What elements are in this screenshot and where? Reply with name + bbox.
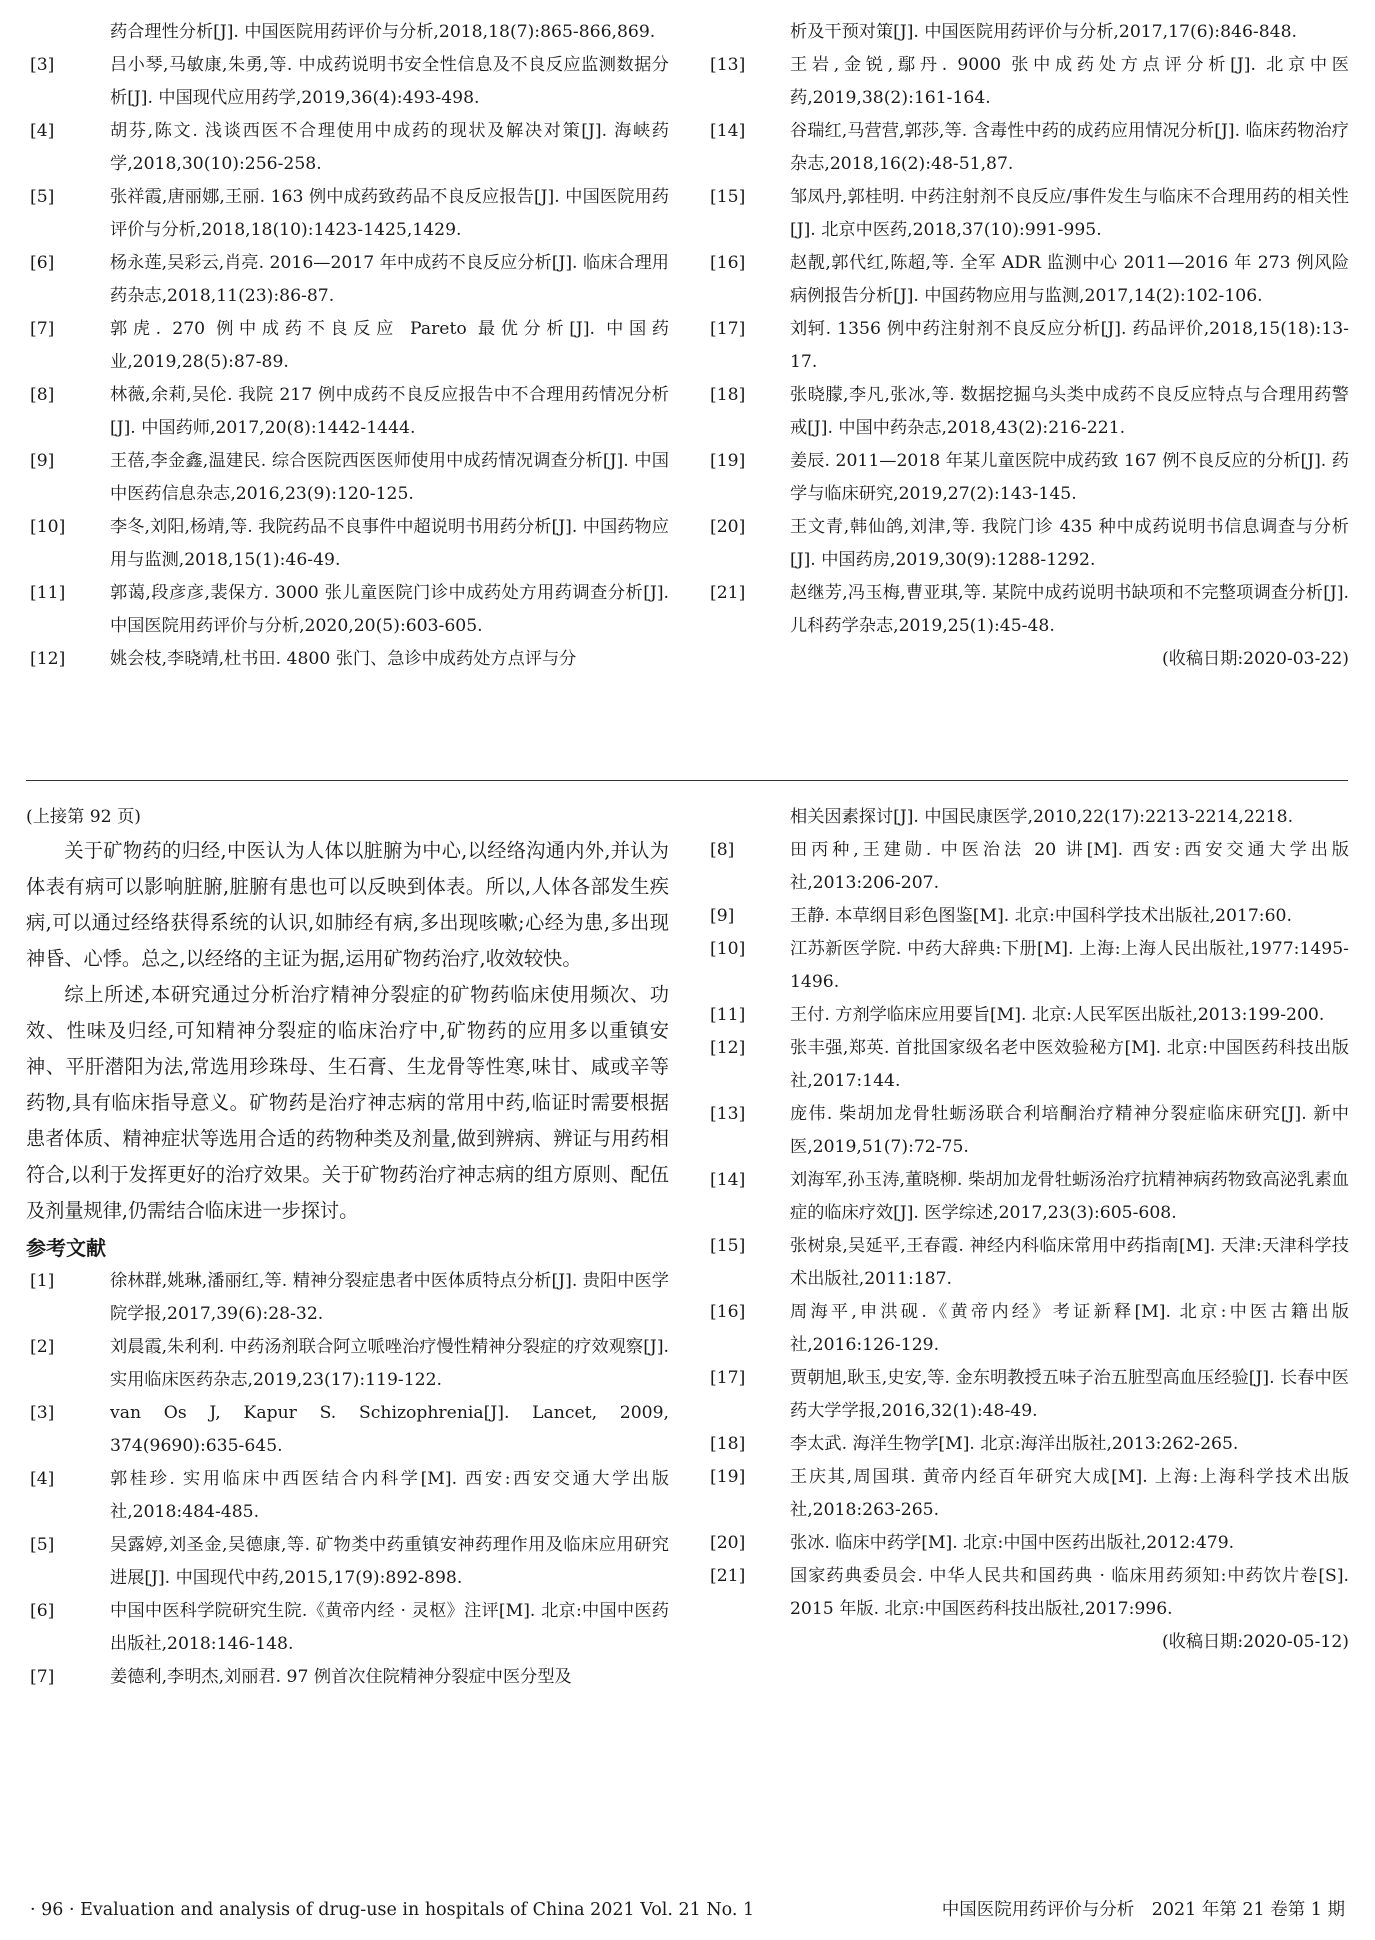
reference-number: [12] — [710, 1038, 746, 1058]
references-heading: 参考文献 — [26, 1236, 106, 1260]
reference-item — [26, 181, 669, 247]
reference-text: 吴露婷,刘圣金,吴德康,等. 矿物类中药重镇安神药理作用及临床应用研究进展[J]. 中国现代中药,2015,17(9):892-898. — [110, 1535, 669, 1588]
reference-item — [706, 933, 1349, 999]
continued-from-note: (上接第 92 页) — [26, 807, 141, 827]
reference-number: [12] — [30, 649, 66, 669]
reference-item — [706, 999, 1349, 1032]
reference-item — [26, 445, 669, 511]
reference-text: 赵靓,郭代红,陈超,等. 全军 ADR 监测中心 2011—2016 年 273 例风险病例报告分析[J]. 中国药物应用与监测,2017,14(2):102-106. — [790, 253, 1349, 306]
reference-number: [1] — [30, 1271, 55, 1291]
reference-number: [16] — [710, 253, 746, 273]
reference-text: 王静. 本草纲目彩色图鉴[M]. 北京:中国科学技术出版社,2017:60. — [790, 906, 1292, 926]
reference-item — [706, 16, 1349, 49]
reference-number: [21] — [710, 583, 746, 603]
reference-text: 中国中医科学院研究生院.《黄帝内经 · 灵枢》注评[M]. 北京:中国中医药出版社,2018:146-148. — [110, 1601, 669, 1654]
reference-item — [706, 1428, 1349, 1461]
bottom-right-reference-column — [706, 801, 1349, 1658]
reference-number: [11] — [710, 1005, 746, 1025]
reference-text: van Os J, Kapur S. Schizophrenia[J]. Lancet, 2009, 374(9690):635-645. — [110, 1403, 669, 1456]
reference-text: 徐林群,姚琳,潘丽红,等. 精神分裂症患者中医体质特点分析[J]. 贵阳中医学院学报,2017,39(6):28-32. — [110, 1271, 669, 1324]
reference-item — [706, 1560, 1349, 1626]
reference-text: 姜德利,李明杰,刘丽君. 97 例首次住院精神分裂症中医分型及 — [110, 1667, 572, 1687]
reference-text: 田丙种,王建勋. 中医治法 20 讲[M]. 西安:西安交通大学出版社,2013:206-207. — [790, 840, 1349, 893]
reference-item — [706, 1362, 1349, 1428]
reference-text: 贾朝旭,耿玉,史安,等. 金东明教授五味子治五脏型高血压经验[J]. 长春中医药大学学报,2016,32(1):48-49. — [790, 1368, 1349, 1421]
reference-item — [706, 49, 1349, 115]
reference-item — [26, 1661, 669, 1694]
reference-text: 邹凤丹,郭桂明. 中药注射剂不良反应/事件发生与临床不合理用药的相关性[J]. 北京中医药,2018,37(10):991-995. — [790, 187, 1349, 240]
reference-text: 王蓓,李金鑫,温建民. 综合医院西医医师使用中成药情况调查分析[J]. 中国中医药信息杂志,2016,23(9):120-125. — [110, 451, 669, 504]
reference-text: 谷瑞红,马营营,郭莎,等. 含毒性中药的成药应用情况分析[J]. 临床药物治疗杂志,2018,16(2):48-51,87. — [790, 121, 1349, 174]
reference-number: [9] — [30, 451, 55, 471]
reference-number: [15] — [710, 187, 746, 207]
reference-item — [26, 511, 669, 577]
reference-item — [26, 1463, 669, 1529]
footer-chinese: 中国医院用药评价与分析 2021 年第 21 卷第 1 期 — [941, 1900, 1345, 1920]
reference-text: 张祥霞,唐丽娜,王丽. 163 例中成药致药品不良反应报告[J]. 中国医院用药评价与分析,2018,18(10):1423-1425,1429. — [110, 187, 669, 240]
top-right-reference-column — [706, 16, 1349, 675]
reference-text: 药合理性分析[J]. 中国医院用药评价与分析,2018,18(7):865-866,869. — [110, 22, 656, 42]
reference-text: 庞伟. 柴胡加龙骨牡蛎汤联合利培酮治疗精神分裂症临床研究[J]. 新中医,2019,51(7):72-75. — [790, 1104, 1349, 1157]
reference-item — [706, 1296, 1349, 1362]
reference-item — [26, 1529, 669, 1595]
reference-item — [706, 181, 1349, 247]
reference-item — [706, 1032, 1349, 1098]
reference-item — [26, 379, 669, 445]
reference-text: 李太武. 海洋生物学[M]. 北京:海洋出版社,2013:262-265. — [790, 1434, 1239, 1454]
reference-number: [17] — [710, 1368, 746, 1388]
reference-item — [706, 900, 1349, 933]
reference-number: [6] — [30, 1601, 55, 1621]
reference-number: [19] — [710, 1467, 746, 1487]
reference-text: 赵继芳,冯玉梅,曹亚琪,等. 某院中成药说明书缺项和不完整项调查分析[J]. 儿科药学杂志,2019,25(1):45-48. — [790, 583, 1349, 636]
reference-item — [26, 1595, 669, 1661]
reference-number: [7] — [30, 1667, 55, 1687]
reference-number: [11] — [30, 583, 66, 603]
reference-text: 王文青,韩仙鸽,刘津,等. 我院门诊 435 种中成药说明书信息调查与分析[J]. 中国药房,2019,30(9):1288-1292. — [790, 517, 1349, 570]
reference-text: 胡芬,陈文. 浅谈西医不合理使用中成药的现状及解决对策[J]. 海峡药学,2018,30(10):256-258. — [110, 121, 669, 174]
body-paragraph: 综上所述,本研究通过分析治疗精神分裂症的矿物药临床使用频次、功效、性味及归经,可知精神分裂症的临床治疗中,矿物药的应用多以重镇安神、平肝潜阳为法,常选用珍珠母、生石膏、生龙骨等性寒,味甘、咸或辛等药物,具有临床指导意义。矿物药是治疗神志病的常用中药,临证时需要根据患者体质、精神症状等选用合适的药物种类及剂量,做到辨病、辨证与用药相符合,以利于发挥更好的治疗效果。关于矿物药治疗神志病的组方原则、配伍及剂量规律,仍需结合临床进一步探讨。 — [26, 983, 669, 1222]
reference-item — [26, 247, 669, 313]
bottom-left-column — [26, 801, 669, 1694]
reference-number: [20] — [710, 517, 746, 537]
reference-number: [7] — [30, 319, 55, 339]
reference-number: [14] — [710, 1170, 746, 1190]
reference-item — [706, 1098, 1349, 1164]
reference-item — [706, 445, 1349, 511]
section-divider — [26, 780, 1348, 781]
reference-text: 林薇,余莉,吴伦. 我院 217 例中成药不良反应报告中不合理用药情况分析[J]. 中国药师,2017,20(8):1442-1444. — [110, 385, 669, 438]
reference-text: 郭蔼,段彦彦,裴保方. 3000 张儿童医院门诊中成药处方用药调查分析[J]. 中国医院用药评价与分析,2020,20(5):603-605. — [110, 583, 669, 636]
reference-text: 国家药典委员会. 中华人民共和国药典 · 临床用药须知:中药饮片卷[S]. 2015 年版. 北京:中国医药科技出版社,2017:996. — [790, 1566, 1349, 1619]
reference-text: 刘海军,孙玉涛,董晓柳. 柴胡加龙骨牡蛎汤治疗抗精神病药物致高泌乳素血症的临床疗效[J]. 医学综述,2017,23(3):605-608. — [790, 1170, 1349, 1223]
reference-item — [26, 16, 669, 49]
reference-number: [16] — [710, 1302, 746, 1322]
reference-number: [13] — [710, 1104, 746, 1124]
reference-text: 王岩,金锐,鄢丹. 9000 张中成药处方点评分析[J]. 北京中医药,2019,38(2):161-164. — [790, 55, 1349, 108]
reference-item — [706, 247, 1349, 313]
reference-text: 王庆其,周国琪. 黄帝内经百年研究大成[M]. 上海:上海科学技术出版社,2018:263-265. — [790, 1467, 1349, 1520]
reference-number: [13] — [710, 55, 746, 75]
reference-item — [706, 1164, 1349, 1230]
reference-number: [3] — [30, 1403, 55, 1423]
reference-number: [5] — [30, 1535, 55, 1555]
reference-number: [20] — [710, 1533, 746, 1553]
reference-number: [14] — [710, 121, 746, 141]
reference-number: [19] — [710, 451, 746, 471]
reference-item — [706, 834, 1349, 900]
reference-text: 刘晨霞,朱利利. 中药汤剂联合阿立哌唑治疗慢性精神分裂症的疗效观察[J]. 实用临床医药杂志,2019,23(17):119-122. — [110, 1337, 669, 1390]
reference-number: [21] — [710, 1566, 746, 1586]
reference-item — [706, 1527, 1349, 1560]
reference-item — [706, 1461, 1349, 1527]
reference-number: [8] — [30, 385, 55, 405]
top-left-reference-column — [26, 16, 669, 676]
reference-text: 姚会枝,李晓靖,杜书田. 4800 张门、急诊中成药处方点评与分 — [110, 649, 577, 669]
reference-item — [706, 115, 1349, 181]
reference-text: 李冬,刘阳,杨靖,等. 我院药品不良事件中超说明书用药分析[J]. 中国药物应用与监测,2018,15(1):46-49. — [110, 517, 669, 570]
reference-number: [10] — [710, 939, 746, 959]
reference-item — [26, 115, 669, 181]
reference-text: 郭虎. 270 例中成药不良反应 Pareto 最优分析[J]. 中国药业,2019,28(5):87-89. — [110, 319, 669, 372]
reference-text: 刘轲. 1356 例中药注射剂不良反应分析[J]. 药品评价,2018,15(18):13-17. — [790, 319, 1349, 372]
reference-text: 张丰强,郑英. 首批国家级名老中医效验秘方[M]. 北京:中国医药科技出版社,2017:144. — [790, 1038, 1349, 1091]
reference-number: [15] — [710, 1236, 746, 1256]
reference-number: [9] — [710, 906, 735, 926]
reference-text: 张树泉,吴延平,王春霞. 神经内科临床常用中药指南[M]. 天津:天津科学技术出版社,2011:187. — [790, 1236, 1349, 1289]
reference-text: 江苏新医学院. 中药大辞典:下册[M]. 上海:上海人民出版社,1977:1495-1496. — [790, 939, 1349, 992]
received-date: (收稿日期:2020-03-22) — [1161, 649, 1349, 669]
reference-item — [26, 1397, 669, 1463]
reference-item — [706, 379, 1349, 445]
reference-number: [18] — [710, 385, 746, 405]
reference-item — [706, 801, 1349, 834]
reference-item — [26, 577, 669, 643]
reference-item — [706, 313, 1349, 379]
reference-number: [2] — [30, 1337, 55, 1357]
reference-number: [17] — [710, 319, 746, 339]
reference-number: [3] — [30, 55, 55, 75]
reference-text: 析及干预对策[J]. 中国医院用药评价与分析,2017,17(6):846-848. — [790, 22, 1297, 42]
body-paragraph: 关于矿物药的归经,中医认为人体以脏腑为中心,以经络沟通内外,并认为体表有病可以影响脏腑,脏腑有患也可以反映到体表。所以,人体各部发生疾病,可以通过经络获得系统的认识,如肺经有病,多出现咳嗽;心经为患,多出现神昏、心悸。总之,以经络的主证为据,运用矿物药治疗,收效较快。 — [26, 839, 669, 970]
reference-item — [706, 511, 1349, 577]
reference-number: [18] — [710, 1434, 746, 1454]
reference-item — [26, 313, 669, 379]
reference-item — [706, 1230, 1349, 1296]
reference-number: [6] — [30, 253, 55, 273]
reference-item — [26, 1265, 669, 1331]
reference-text: 张冰. 临床中药学[M]. 北京:中国中医药出版社,2012:479. — [790, 1533, 1235, 1553]
reference-number: [4] — [30, 1469, 55, 1489]
reference-text: 吕小琴,马敏康,朱勇,等. 中成药说明书安全性信息及不良反应监测数据分析[J]. 中国现代应用药学,2019,36(4):493-498. — [110, 55, 669, 108]
reference-number: [10] — [30, 517, 66, 537]
reference-text: 郭桂珍. 实用临床中西医结合内科学[M]. 西安:西安交通大学出版社,2018:484-485. — [110, 1469, 669, 1522]
reference-text: 相关因素探讨[J]. 中国民康医学,2010,22(17):2213-2214,2218. — [790, 807, 1294, 827]
reference-text: 周海平,申洪砚.《黄帝内经》考证新释[M]. 北京:中医古籍出版社,2016:126-129. — [790, 1302, 1349, 1355]
reference-item — [26, 49, 669, 115]
reference-text: 姜辰. 2011—2018 年某儿童医院中成药致 167 例不良反应的分析[J]. 药学与临床研究,2019,27(2):143-145. — [790, 451, 1349, 504]
reference-number: [8] — [710, 840, 735, 860]
footer-english: · 96 · Evaluation and analysis of drug-use in hospitals of China 2021 Vol. 21 No. 1 — [30, 1900, 755, 1920]
reference-number: [4] — [30, 121, 55, 141]
reference-item — [26, 643, 669, 676]
reference-text: 王付. 方剂学临床应用要旨[M]. 北京:人民军医出版社,2013:199-200. — [790, 1005, 1325, 1025]
reference-item — [26, 1331, 669, 1397]
reference-text: 张晓朦,李凡,张冰,等. 数据挖掘乌头类中成药不良反应特点与合理用药警戒[J]. 中国中药杂志,2018,43(2):216-221. — [790, 385, 1349, 438]
received-date: (收稿日期:2020-05-12) — [1161, 1632, 1349, 1652]
reference-text: 杨永莲,吴彩云,肖亮. 2016—2017 年中成药不良反应分析[J]. 临床合理用药杂志,2018,11(23):86-87. — [110, 253, 669, 306]
reference-item — [706, 577, 1349, 643]
reference-number: [5] — [30, 187, 55, 207]
